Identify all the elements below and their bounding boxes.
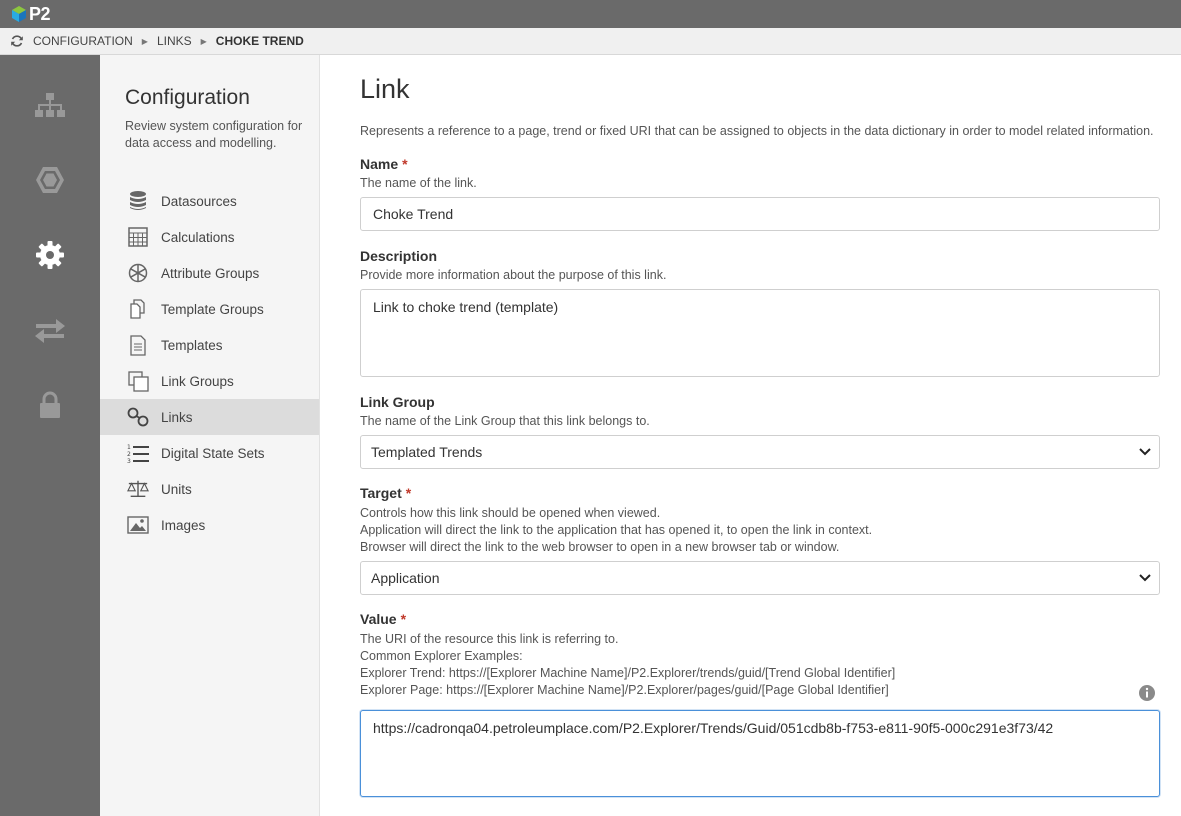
name-label — [360, 156, 408, 172]
target-select[interactable] — [360, 561, 1160, 595]
rail-transfer[interactable] — [0, 306, 100, 356]
target-label-text: Target — [360, 485, 402, 501]
target-help-1: Controls how this link should be opened when viewed. — [360, 506, 661, 520]
description-textarea[interactable]: Link to choke trend (template) — [360, 289, 1160, 377]
left-rail — [0, 55, 100, 816]
app-logo[interactable] — [10, 3, 50, 25]
sidebar-item-label: Images — [161, 517, 206, 533]
sidebar-item-label: Template Groups — [161, 301, 264, 317]
top-bar — [0, 0, 1181, 28]
document-icon — [127, 334, 149, 356]
sidebar-item-label: Calculations — [161, 229, 235, 245]
description-help: Provide more information about the purpose of this link. — [360, 268, 667, 282]
name-help: The name of the link. — [360, 176, 477, 190]
rail-configuration[interactable] — [0, 230, 100, 280]
hierarchy-icon — [34, 92, 66, 120]
calculator-icon — [127, 226, 149, 248]
sidebar-item-template-groups[interactable] — [100, 291, 319, 327]
required-marker: * — [402, 156, 408, 172]
value-help-2: Common Explorer Examples: — [360, 649, 523, 663]
sidebar-item-label: Attribute Groups — [161, 265, 260, 281]
breadcrumb-current: CHOKE TREND — [215, 34, 304, 48]
attribute-groups-icon — [127, 262, 149, 284]
link-group-select[interactable] — [360, 435, 1160, 469]
sidebar-item-units[interactable] — [100, 471, 319, 507]
gear-icon — [35, 240, 65, 270]
svg-text:3: 3 — [127, 458, 131, 463]
sidebar-item-images[interactable] — [100, 507, 319, 543]
link-icon — [127, 406, 149, 428]
template-groups-icon — [127, 298, 149, 320]
link-group-help: The name of the Link Group that this link belongs to. — [360, 414, 650, 428]
numbered-list-icon — [127, 442, 149, 464]
value-help-3: Explorer Trend: https://[Explorer Machine Name]/P2.Explorer/trends/guid/[Trend Global Identifier] — [360, 666, 896, 680]
breadcrumb-links[interactable]: LINKS — [156, 34, 192, 48]
sidebar-item-templates[interactable] — [100, 327, 319, 363]
svg-text:1: 1 — [127, 444, 131, 451]
rail-hierarchy[interactable] — [0, 81, 100, 131]
rail-hexagon[interactable] — [0, 155, 100, 205]
page-title: Link — [360, 74, 410, 104]
sidebar-item-label: Datasources — [161, 193, 237, 209]
sidebar-menu — [100, 183, 319, 543]
svg-text:2: 2 — [127, 451, 131, 458]
value-textarea[interactable]: https://cadronqa04.petroleumplace.com/P2.Explorer/Trends/Guid/051cdb8b-f753-e811-90f5-000c291e3f73/42 — [360, 710, 1160, 797]
value-help-4: Explorer Page: https://[Explorer Machine Name]/P2.Explorer/pages/guid/[Page Global Identifier] — [360, 683, 889, 697]
image-icon — [127, 514, 149, 536]
name-label-text: Name — [360, 156, 399, 172]
value-help-1: The URI of the resource this link is referring to. — [360, 632, 619, 646]
required-marker: * — [405, 485, 412, 501]
target-help-3: Browser will direct the link to the web browser to open in a new browser tab or window. — [360, 540, 840, 554]
refresh-icon[interactable] — [10, 34, 24, 48]
target-help-2: Application will direct the link to the application that has opened it, to open the link in context. — [360, 523, 873, 537]
page-description: Represents a reference to a page, trend or fixed URI that can be assigned to objects in the data dictionary in order to model related information. — [360, 124, 1154, 138]
logo-text: P2 — [29, 4, 51, 24]
p2-logo-icon — [10, 5, 28, 23]
link-groups-icon — [127, 370, 149, 392]
target-selected-value: Application — [371, 570, 440, 586]
sidebar-item-attribute-groups[interactable] — [100, 255, 319, 291]
sidebar-item-link-groups[interactable] — [100, 363, 319, 399]
sidebar-title: Configuration — [125, 86, 250, 109]
sidebar-item-label: Links — [161, 409, 193, 425]
link-group-selected-value: Templated Trends — [371, 444, 483, 460]
info-icon[interactable] — [1138, 684, 1156, 702]
transfer-icon — [34, 318, 66, 344]
sidebar-item-label: Digital State Sets — [161, 445, 265, 461]
chevron-right-icon: ▶ — [141, 36, 148, 46]
target-label — [360, 485, 411, 501]
chevron-down-icon — [1139, 447, 1151, 457]
value-label-text: Value — [360, 611, 397, 627]
sidebar-item-digital-state-sets[interactable] — [100, 435, 319, 471]
sidebar-item-links[interactable] — [100, 399, 319, 435]
chevron-right-icon: ▶ — [200, 36, 207, 46]
hexagon-icon — [34, 165, 66, 195]
scales-icon — [127, 478, 149, 500]
breadcrumb — [0, 28, 1181, 55]
breadcrumb-configuration[interactable]: CONFIGURATION — [33, 34, 133, 48]
database-icon — [127, 190, 149, 212]
rail-security[interactable] — [0, 380, 100, 430]
sidebar-item-datasources[interactable] — [100, 183, 319, 219]
sidebar-description: Review system configuration for data access and modelling. — [125, 119, 303, 150]
link-group-label: Link Group — [360, 394, 435, 410]
chevron-down-icon — [1139, 573, 1151, 583]
sidebar-item-calculations[interactable] — [100, 219, 319, 255]
sidebar-item-label: Link Groups — [161, 373, 234, 389]
sidebar-item-label: Units — [161, 481, 192, 497]
lock-icon — [38, 391, 62, 419]
description-label: Description — [360, 248, 438, 264]
value-label — [360, 611, 406, 627]
required-marker: * — [400, 611, 407, 627]
configuration-sidebar — [100, 55, 320, 816]
name-input[interactable]: Choke Trend — [360, 197, 1160, 231]
sidebar-item-label: Templates — [161, 337, 223, 353]
